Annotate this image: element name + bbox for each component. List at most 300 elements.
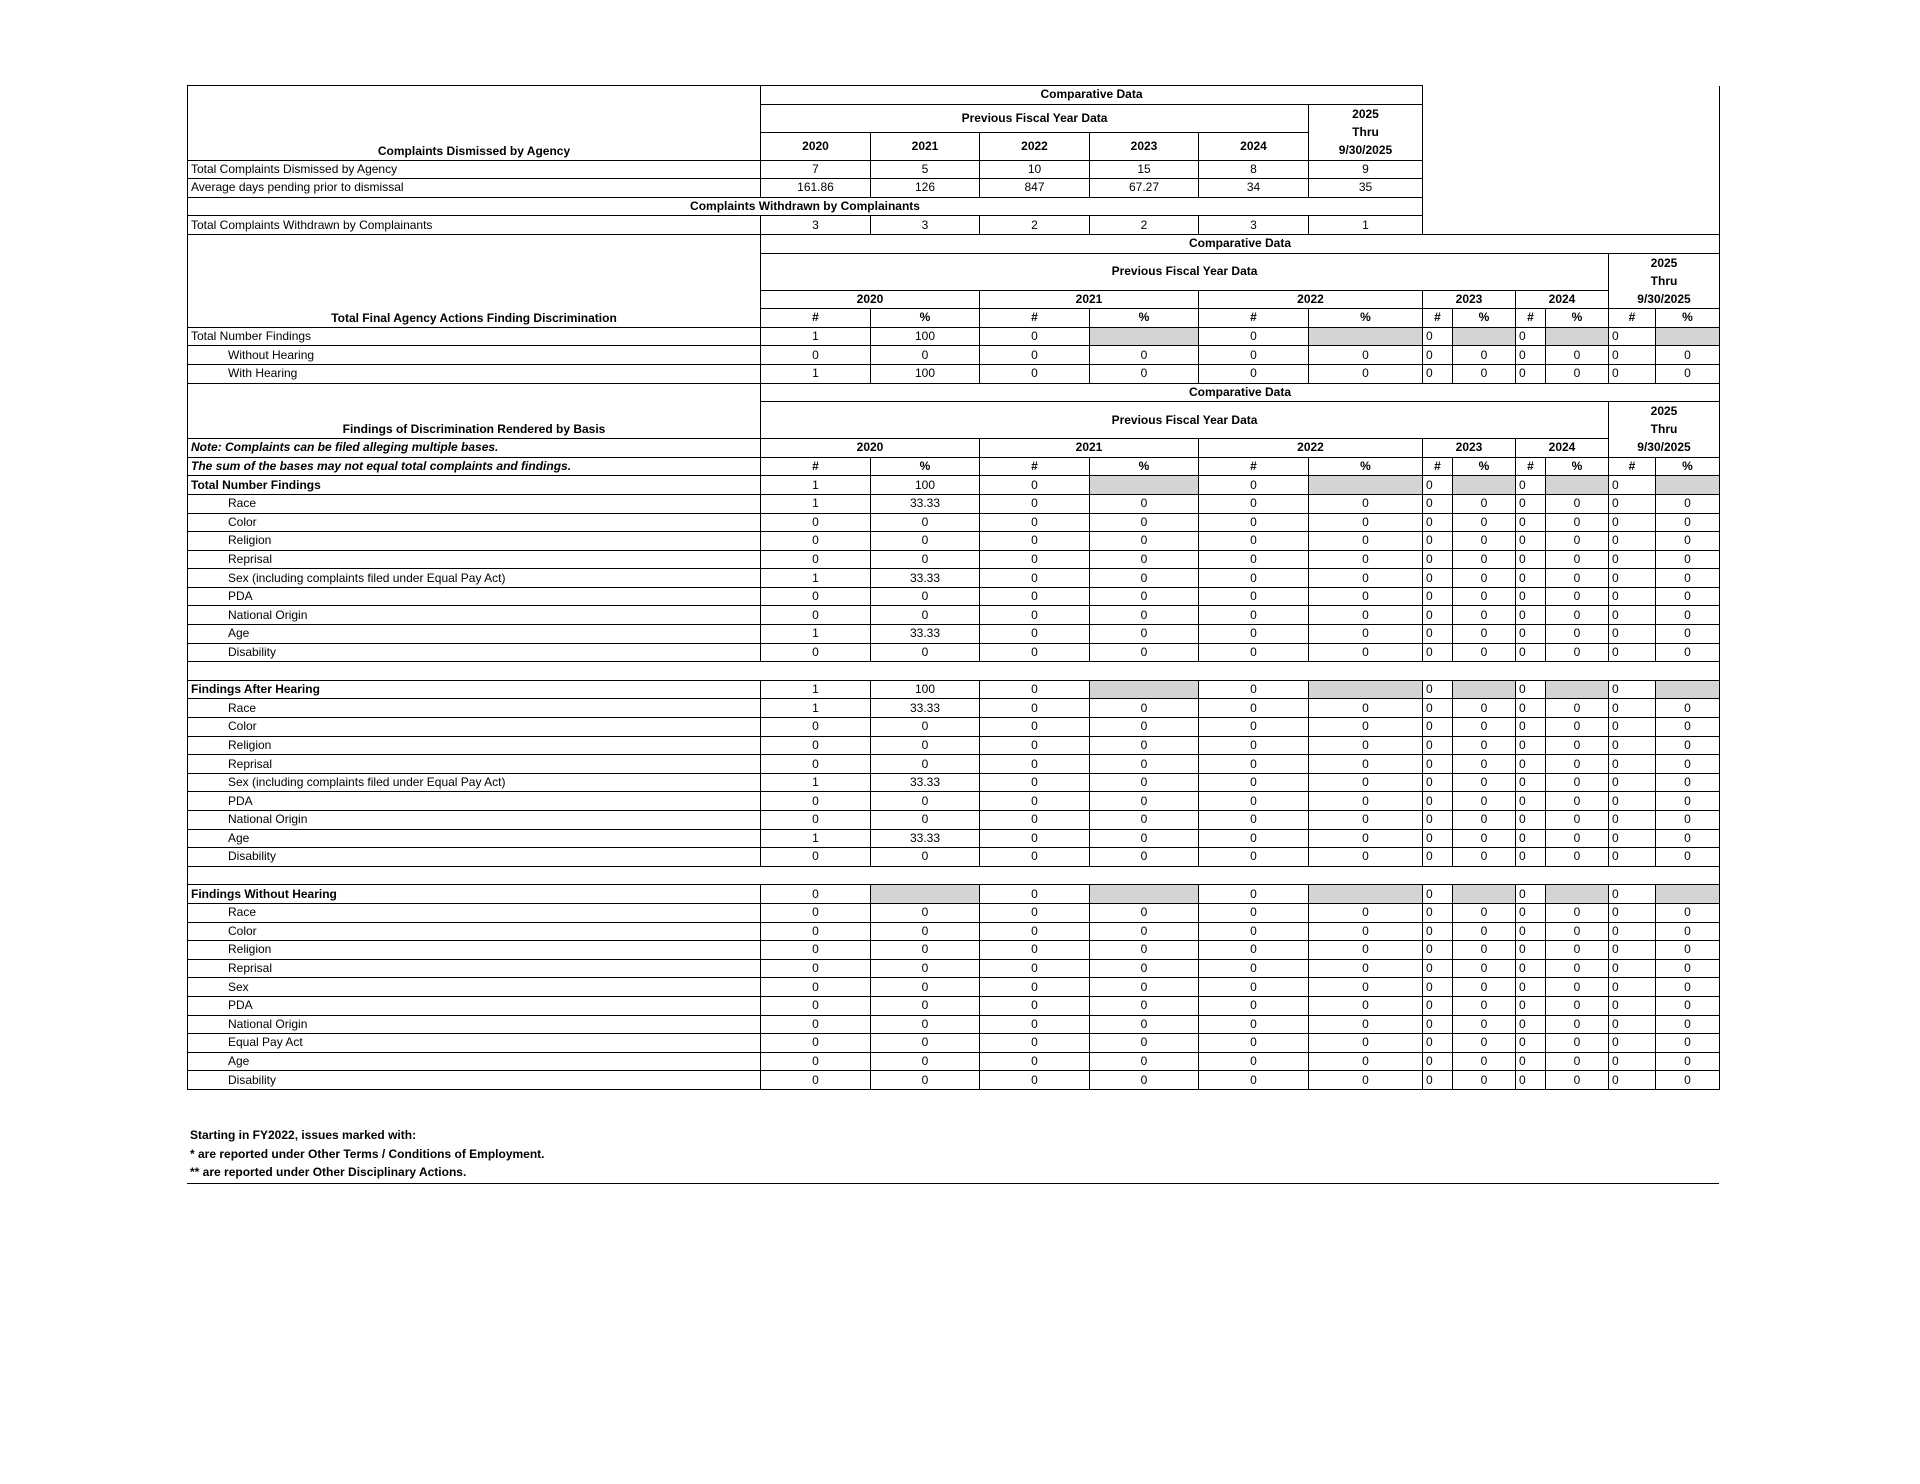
count-cell: 0	[1199, 625, 1309, 644]
percent-cell	[1090, 327, 1199, 346]
value-cell: 15	[1090, 160, 1199, 179]
row-label: Total Complaints Dismissed by Agency	[188, 160, 761, 179]
count-cell: 0	[1516, 680, 1546, 699]
percent-cell: 0	[1656, 829, 1720, 848]
count-cell: 0	[980, 959, 1090, 978]
count-cell: 0	[1516, 792, 1546, 811]
percent-cell: 0	[1453, 903, 1516, 922]
count-cell: 0	[761, 922, 871, 941]
percent-cell: 0	[1453, 978, 1516, 997]
count-cell: 0	[1199, 922, 1309, 941]
table-row	[188, 699, 1720, 718]
percent-cell: 0	[871, 941, 980, 960]
group-header-row	[188, 680, 1720, 699]
percent-cell: 0	[871, 532, 980, 551]
percent-cell: 0	[1453, 1071, 1516, 1090]
count-cell: 0	[1199, 680, 1309, 699]
row-label: Total Number Findings	[188, 476, 761, 495]
current-year-date: 9/30/2025	[1637, 291, 1691, 306]
year-header: 2024	[1516, 439, 1609, 458]
percent-cell: 0	[1309, 569, 1423, 588]
percent-cell: 0	[1090, 364, 1199, 383]
section2-header-row	[188, 234, 1720, 253]
value-cell: 161.86	[761, 179, 871, 198]
percent-cell: 0	[1656, 792, 1720, 811]
percent-cell: 0	[1090, 513, 1199, 532]
count-cell: 0	[1199, 1034, 1309, 1053]
footer-line: Starting in FY2022, issues marked with:	[190, 1128, 417, 1142]
percent-cell: 0	[1090, 829, 1199, 848]
count-cell: 0	[980, 922, 1090, 941]
count-cell: 0	[761, 1034, 871, 1053]
number-column-header: #	[761, 309, 871, 328]
count-cell: 0	[1516, 606, 1546, 625]
percent-cell: 0	[1656, 699, 1720, 718]
percent-cell: 0	[1546, 532, 1609, 551]
previous-fy-header: Previous Fiscal Year Data	[761, 104, 1309, 132]
current-year-date: 9/30/2025	[1338, 143, 1393, 158]
count-cell: 0	[761, 1052, 871, 1071]
percent-cell: 0	[1546, 811, 1609, 830]
count-cell: 0	[1199, 550, 1309, 569]
count-cell: 0	[1516, 327, 1546, 346]
percent-cell: 0	[1546, 1052, 1609, 1071]
count-cell: 0	[1609, 996, 1656, 1015]
value-cell: 3	[761, 216, 871, 235]
count-cell: 0	[1423, 699, 1453, 718]
percent-cell: 0	[871, 811, 980, 830]
count-cell: 0	[1199, 885, 1309, 904]
count-cell: 0	[1516, 996, 1546, 1015]
count-cell: 0	[1423, 643, 1453, 662]
count-cell: 0	[980, 903, 1090, 922]
value-cell: 34	[1199, 179, 1309, 198]
count-cell: 0	[1423, 494, 1453, 513]
percent-cell: 0	[871, 959, 980, 978]
count-cell: 0	[1609, 1015, 1656, 1034]
count-cell: 0	[1423, 625, 1453, 644]
row-label: Sex (including complaints filed under Equal Pay Act)	[188, 773, 761, 792]
count-cell: 0	[1423, 606, 1453, 625]
percent-cell: 0	[1090, 848, 1199, 867]
count-cell: 0	[1609, 922, 1656, 941]
percent-cell	[1546, 680, 1609, 699]
percent-cell: 0	[1453, 941, 1516, 960]
count-cell: 0	[1199, 643, 1309, 662]
table-row	[188, 922, 1720, 941]
table-row	[188, 1034, 1720, 1053]
current-year-header	[1309, 104, 1423, 160]
percent-cell	[1309, 885, 1423, 904]
count-cell: 0	[980, 848, 1090, 867]
count-cell: 0	[761, 643, 871, 662]
spacer-row	[188, 866, 1720, 885]
percent-cell: 0	[1656, 625, 1720, 644]
count-cell: 0	[1423, 1034, 1453, 1053]
count-cell: 0	[980, 773, 1090, 792]
count-cell: 0	[980, 792, 1090, 811]
count-cell: 0	[980, 978, 1090, 997]
percent-cell: 0	[1453, 606, 1516, 625]
percent-cell: 33.33	[871, 494, 980, 513]
count-cell: 1	[761, 773, 871, 792]
percent-cell: 0	[1546, 1015, 1609, 1034]
percent-cell: 0	[1309, 643, 1423, 662]
percent-column-header: %	[871, 309, 980, 328]
count-cell: 0	[1516, 718, 1546, 737]
count-cell: 0	[1199, 606, 1309, 625]
withdrawn-title: Complaints Withdrawn by Complainants	[188, 197, 1423, 216]
count-cell: 0	[1199, 532, 1309, 551]
count-cell: 0	[1516, 513, 1546, 532]
count-cell: 0	[1199, 736, 1309, 755]
percent-cell: 0	[1546, 494, 1609, 513]
number-column-header: #	[1199, 457, 1309, 476]
count-cell: 0	[1423, 1015, 1453, 1034]
percent-cell: 0	[1656, 364, 1720, 383]
percent-cell	[1656, 885, 1720, 904]
count-cell: 0	[1516, 699, 1546, 718]
percent-cell	[1546, 327, 1609, 346]
count-cell: 0	[1199, 364, 1309, 383]
comparative-data-header: Comparative Data	[761, 86, 1423, 105]
row-label: With Hearing	[188, 364, 761, 383]
percent-cell: 0	[1309, 1052, 1423, 1071]
percent-cell: 0	[1309, 1015, 1423, 1034]
count-cell: 0	[1609, 736, 1656, 755]
current-year: 2025	[1650, 255, 1678, 270]
table-row	[188, 996, 1720, 1015]
count-cell: 0	[761, 996, 871, 1015]
count-cell: 0	[1516, 643, 1546, 662]
count-cell: 0	[1199, 959, 1309, 978]
count-cell: 0	[1199, 569, 1309, 588]
percent-cell	[1309, 327, 1423, 346]
percent-cell: 0	[1090, 569, 1199, 588]
count-cell: 0	[1609, 829, 1656, 848]
percent-cell: 0	[1090, 532, 1199, 551]
count-cell: 0	[761, 755, 871, 774]
percent-cell: 0	[1309, 718, 1423, 737]
percent-cell: 0	[1090, 922, 1199, 941]
count-cell: 0	[1423, 811, 1453, 830]
percent-cell: 0	[871, 1071, 980, 1090]
table-row	[188, 848, 1720, 867]
percent-cell: 0	[1453, 587, 1516, 606]
table-row	[188, 903, 1720, 922]
percent-cell: 0	[1090, 996, 1199, 1015]
percent-column-header: %	[1309, 309, 1423, 328]
percent-cell: 0	[1309, 829, 1423, 848]
current-year-thru: Thru	[1650, 422, 1678, 437]
percent-cell: 0	[1656, 941, 1720, 960]
count-cell: 0	[1423, 885, 1453, 904]
percent-cell: 0	[1656, 587, 1720, 606]
count-cell: 0	[1609, 494, 1656, 513]
section-title: Complaints Dismissed by Agency	[188, 86, 761, 161]
percent-cell: 0	[1453, 811, 1516, 830]
percent-cell: 0	[1453, 736, 1516, 755]
percent-cell: 0	[1090, 773, 1199, 792]
count-cell: 0	[761, 978, 871, 997]
count-cell: 0	[1516, 1052, 1546, 1071]
table-row	[188, 755, 1720, 774]
count-cell: 0	[980, 1052, 1090, 1071]
count-cell: 0	[1609, 811, 1656, 830]
row-label: PDA	[188, 996, 761, 1015]
table-row	[188, 364, 1720, 383]
number-column-header: #	[1609, 457, 1656, 476]
percent-cell: 0	[871, 587, 980, 606]
count-cell: 0	[1199, 1015, 1309, 1034]
count-cell: 0	[980, 718, 1090, 737]
percent-cell: 100	[871, 680, 980, 699]
count-cell: 0	[1516, 476, 1546, 495]
current-year-thru: Thru	[1650, 273, 1678, 288]
percent-cell: 0	[1656, 1071, 1720, 1090]
count-cell: 0	[761, 811, 871, 830]
count-cell: 1	[761, 494, 871, 513]
spacer-cell	[188, 662, 1720, 681]
count-cell: 0	[980, 625, 1090, 644]
percent-cell: 0	[1546, 606, 1609, 625]
percent-cell: 100	[871, 364, 980, 383]
percent-cell	[1546, 476, 1609, 495]
percent-cell: 0	[1090, 625, 1199, 644]
percent-cell: 0	[1453, 829, 1516, 848]
percent-cell	[1656, 476, 1720, 495]
number-column-header: #	[761, 457, 871, 476]
table-cell	[1423, 86, 1720, 105]
percent-cell: 0	[1309, 903, 1423, 922]
count-cell: 0	[1516, 587, 1546, 606]
row-label: Age	[188, 1052, 761, 1071]
percent-cell: 0	[1453, 494, 1516, 513]
eeo-data-table	[187, 85, 1720, 1090]
table-row	[188, 550, 1720, 569]
count-cell: 0	[761, 346, 871, 365]
percent-cell: 0	[1090, 606, 1199, 625]
count-cell: 0	[1199, 346, 1309, 365]
count-cell: 0	[761, 792, 871, 811]
row-label: National Origin	[188, 811, 761, 830]
percent-cell: 0	[1546, 848, 1609, 867]
value-cell: 7	[761, 160, 871, 179]
percent-cell: 0	[1309, 699, 1423, 718]
percent-cell: 0	[1546, 941, 1609, 960]
count-cell: 0	[1609, 569, 1656, 588]
count-cell: 0	[1423, 1052, 1453, 1071]
count-cell: 0	[1609, 550, 1656, 569]
count-cell: 0	[1516, 755, 1546, 774]
table-row	[188, 811, 1720, 830]
table-row	[188, 1015, 1720, 1034]
count-cell: 0	[980, 606, 1090, 625]
table-row	[188, 978, 1720, 997]
count-cell: 0	[1609, 606, 1656, 625]
count-cell: 0	[1516, 978, 1546, 997]
percent-cell: 0	[871, 922, 980, 941]
percent-cell: 0	[1090, 978, 1199, 997]
percent-cell	[1453, 327, 1516, 346]
count-cell: 0	[1423, 327, 1453, 346]
percent-cell: 0	[1656, 1034, 1720, 1053]
percent-cell: 0	[1656, 755, 1720, 774]
row-label: Religion	[188, 736, 761, 755]
count-cell: 0	[1609, 903, 1656, 922]
value-cell: 35	[1309, 179, 1423, 198]
count-cell: 0	[761, 587, 871, 606]
percent-cell: 0	[1546, 922, 1609, 941]
percent-cell: 0	[1309, 848, 1423, 867]
count-cell: 0	[1609, 941, 1656, 960]
percent-cell	[871, 885, 980, 904]
row-label: Color	[188, 718, 761, 737]
percent-cell: 0	[1656, 848, 1720, 867]
footer-line: * are reported under Other Terms / Conditions of Employment.	[190, 1146, 545, 1161]
count-cell: 0	[1609, 364, 1656, 383]
count-cell: 0	[980, 587, 1090, 606]
footer-line: ** are reported under Other Disciplinary Actions.	[190, 1165, 467, 1179]
percent-cell: 0	[1656, 513, 1720, 532]
count-cell: 0	[1516, 848, 1546, 867]
count-cell: 0	[980, 1071, 1090, 1090]
count-cell: 0	[1609, 978, 1656, 997]
percent-cell: 0	[1656, 1052, 1720, 1071]
percent-cell: 0	[1453, 848, 1516, 867]
count-cell: 0	[1609, 1071, 1656, 1090]
table-row	[188, 941, 1720, 960]
count-cell: 0	[1423, 550, 1453, 569]
count-cell: 0	[1516, 1034, 1546, 1053]
note-multiple-bases: Note: Complaints can be filed alleging multiple bases.	[188, 439, 761, 458]
year-header: 2020	[761, 439, 980, 458]
count-cell: 0	[980, 476, 1090, 495]
number-column-header: #	[1423, 309, 1453, 328]
percent-cell: 0	[1309, 625, 1423, 644]
table-row	[188, 792, 1720, 811]
percent-cell: 0	[1546, 903, 1609, 922]
percent-cell: 0	[1546, 643, 1609, 662]
percent-cell: 0	[1309, 792, 1423, 811]
percent-cell: 0	[1656, 569, 1720, 588]
count-cell: 0	[761, 606, 871, 625]
current-year-label	[1612, 402, 1716, 456]
percent-cell: 0	[1656, 903, 1720, 922]
percent-column-header: %	[1656, 457, 1720, 476]
count-cell: 1	[761, 829, 871, 848]
row-label: Religion	[188, 532, 761, 551]
count-cell: 0	[1199, 1071, 1309, 1090]
count-cell: 0	[980, 885, 1090, 904]
section1-header-row	[188, 86, 1720, 105]
percent-cell: 0	[1090, 550, 1199, 569]
year-header: 2022	[1199, 290, 1423, 309]
count-cell: 0	[980, 346, 1090, 365]
value-cell: 126	[871, 179, 980, 198]
value-cell: 3	[871, 216, 980, 235]
percent-cell	[1546, 885, 1609, 904]
percent-column-header: %	[1453, 309, 1516, 328]
count-cell: 0	[1423, 569, 1453, 588]
count-cell: 0	[1609, 959, 1656, 978]
comparative-data-header: Comparative Data	[761, 234, 1720, 253]
percent-cell: 0	[1546, 1034, 1609, 1053]
value-cell: 3	[1199, 216, 1309, 235]
percent-cell: 0	[871, 1015, 980, 1034]
count-cell: 0	[980, 643, 1090, 662]
table-row	[188, 1052, 1720, 1071]
year-header: 2021	[871, 132, 980, 160]
count-cell: 0	[761, 848, 871, 867]
eeo-report-sheet	[187, 85, 1720, 1090]
report-footer-notes	[187, 1126, 1719, 1184]
percent-cell: 0	[1090, 346, 1199, 365]
percent-cell: 0	[1546, 625, 1609, 644]
count-cell: 0	[980, 941, 1090, 960]
count-cell: 1	[761, 699, 871, 718]
year-header: 2020	[761, 290, 980, 309]
percent-cell: 0	[1546, 550, 1609, 569]
percent-cell: 0	[1546, 978, 1609, 997]
percent-cell: 0	[1090, 587, 1199, 606]
percent-cell	[1090, 476, 1199, 495]
percent-cell: 0	[1309, 959, 1423, 978]
count-cell: 0	[980, 1015, 1090, 1034]
count-cell: 0	[1423, 829, 1453, 848]
number-column-header: #	[1423, 457, 1453, 476]
row-label: Race	[188, 494, 761, 513]
count-cell: 0	[1516, 364, 1546, 383]
count-cell: 0	[1423, 680, 1453, 699]
percent-cell: 0	[1090, 1015, 1199, 1034]
row-label: PDA	[188, 587, 761, 606]
row-label: Findings Without Hearing	[188, 885, 761, 904]
table-row	[188, 829, 1720, 848]
percent-cell: 0	[1546, 346, 1609, 365]
count-cell: 0	[1609, 476, 1656, 495]
count-cell: 0	[1516, 532, 1546, 551]
value-cell: 2	[980, 216, 1090, 235]
table-row	[188, 773, 1720, 792]
percent-cell: 0	[1656, 346, 1720, 365]
spacer-row	[188, 662, 1720, 681]
percent-cell: 0	[1309, 364, 1423, 383]
row-label: Average days pending prior to dismissal	[188, 179, 761, 198]
percent-cell: 0	[1546, 1071, 1609, 1090]
comparative-data-header: Comparative Data	[761, 383, 1720, 402]
percent-cell: 0	[1453, 569, 1516, 588]
section3-year-row	[188, 439, 1720, 458]
percent-cell: 100	[871, 327, 980, 346]
count-cell: 0	[980, 755, 1090, 774]
percent-cell	[1453, 476, 1516, 495]
row-label: Equal Pay Act	[188, 1034, 761, 1053]
table-row	[188, 625, 1720, 644]
table-row	[188, 587, 1720, 606]
percent-cell: 0	[1656, 606, 1720, 625]
percent-cell: 33.33	[871, 829, 980, 848]
percent-cell: 0	[1546, 792, 1609, 811]
percent-cell: 0	[1656, 1015, 1720, 1034]
percent-cell: 0	[1453, 718, 1516, 737]
count-cell: 0	[1199, 773, 1309, 792]
percent-cell: 0	[1656, 550, 1720, 569]
count-cell: 1	[761, 625, 871, 644]
value-cell: 2	[1090, 216, 1199, 235]
count-cell: 0	[1609, 848, 1656, 867]
percent-cell: 0	[1309, 606, 1423, 625]
